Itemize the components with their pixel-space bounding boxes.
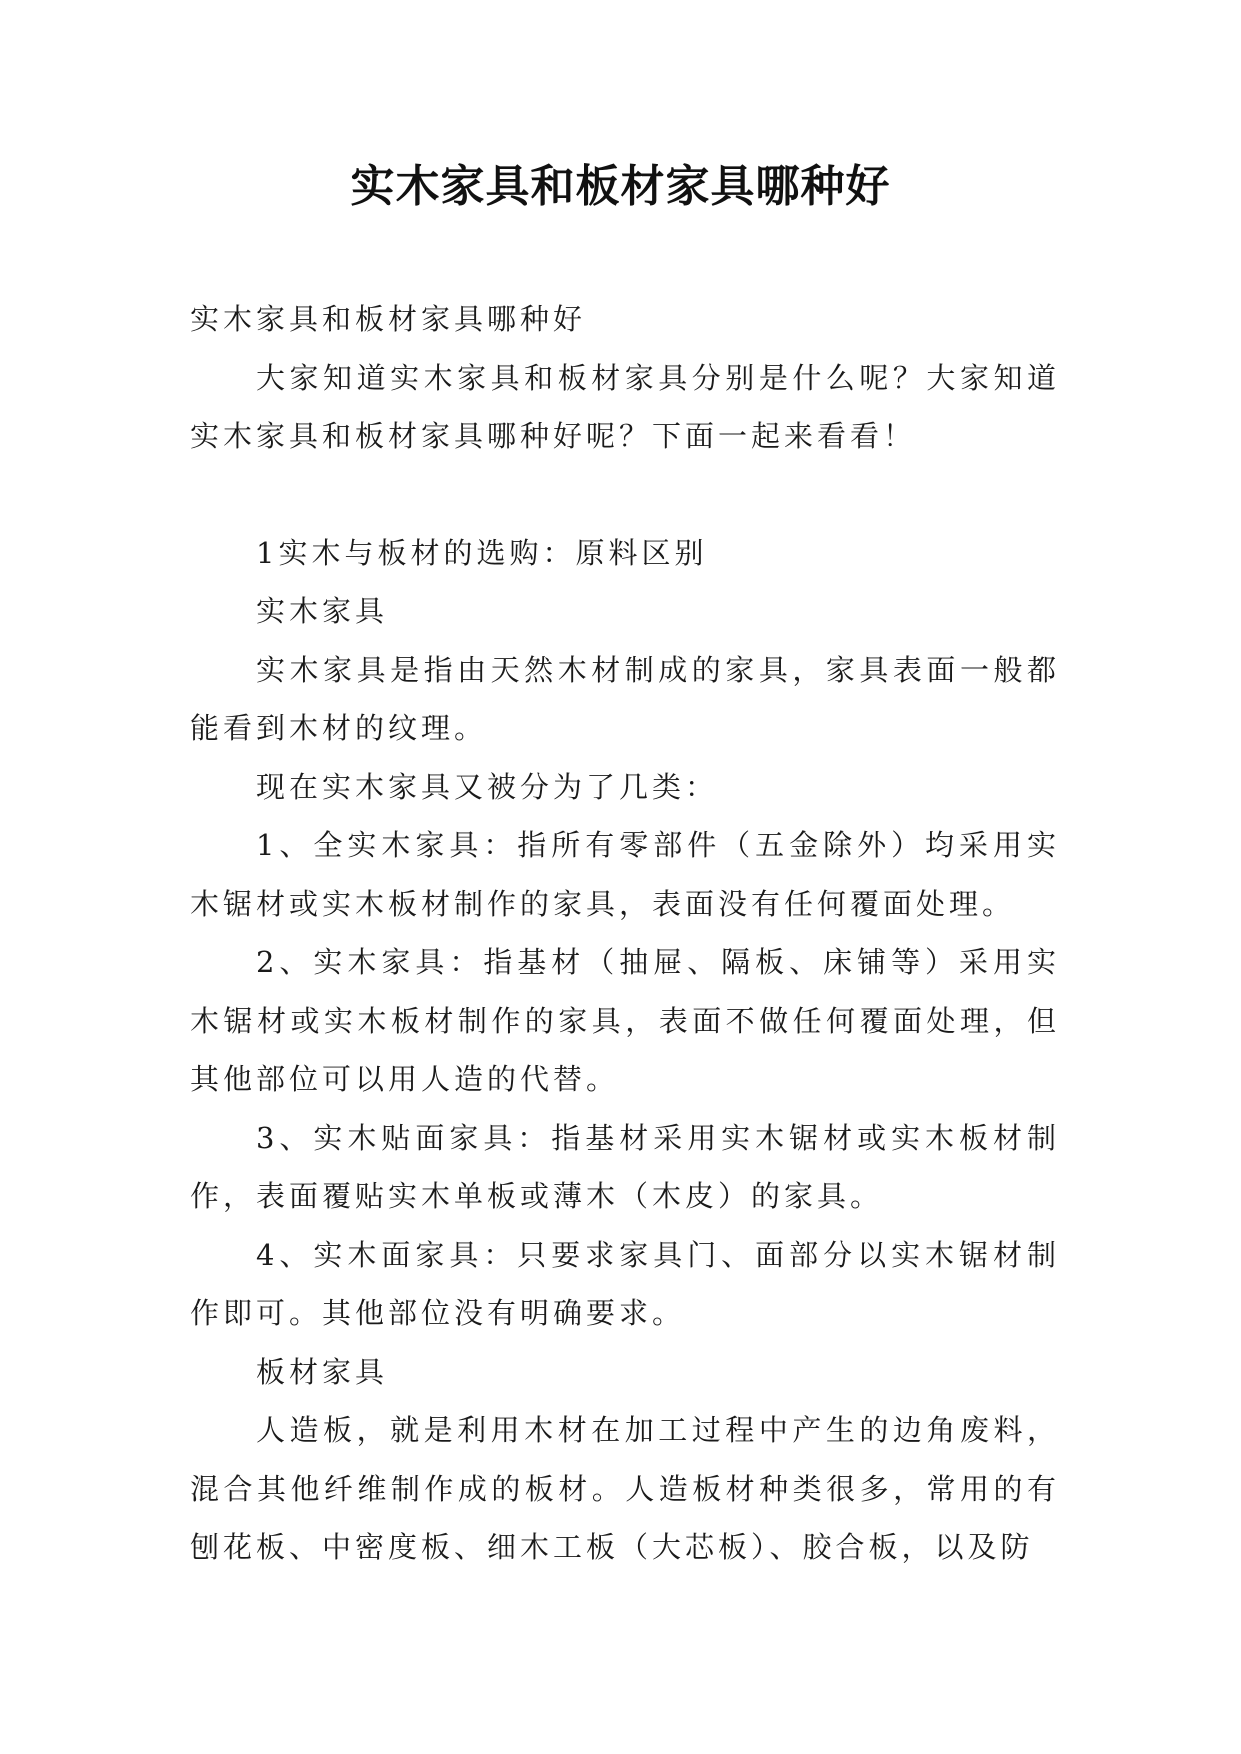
list-item: 2、实木家具：指基材（抽屉、隔板、床铺等）采用实木锯材或实木板材制作的家具，表面不做任何覆面处理，但其他部位可以用人造的代替。 [190, 945, 1060, 1096]
document-body [190, 290, 1060, 1577]
list-item: 1、全实木家具：指所有零部件（五金除外）均采用实木锯材或实木板材制作的家具，表面没有任何覆面处理。 [190, 828, 1060, 921]
document-title: 实木家具和板材家具哪种好 [350, 161, 891, 212]
section-heading: 1实木与板材的选购：原料区别 [256, 535, 708, 570]
list-item: 4、实木面家具：只要求家具门、面部分以实木锯材制作即可。其他部位没有明确要求。 [190, 1237, 1060, 1330]
body-paragraph: 实木家具是指由天然木材制成的家具，家具表面一般都能看到木材的纹理。 [190, 652, 1060, 745]
body-paragraph: 现在实木家具又被分为了几类： [256, 769, 719, 804]
paragraph-spacer [190, 466, 1060, 524]
list-item: 3、实木贴面家具：指基材采用实木锯材或实木板材制作，表面覆贴实木单板或薄木（木皮）的家具。 [190, 1120, 1060, 1213]
subsection-heading-solid-wood: 实木家具 [256, 594, 389, 628]
subsection-heading-panel: 板材家具 [256, 1354, 389, 1389]
body-paragraph: 人造板，就是利用木材在加工过程中产生的边角废料，混合其他纤维制作成的板材。人造板材种类很多，常用的有刨花板、中密度板、细木工板（大芯板）、胶合板，以及防 [190, 1413, 1060, 1564]
intro-paragraph: 大家知道实木家具和板材家具分别是什么呢？大家知道实木家具和板材家具哪种好呢？下面一起来看看！ [190, 360, 1060, 453]
subtitle-paragraph: 实木家具和板材家具哪种好 [190, 302, 587, 336]
